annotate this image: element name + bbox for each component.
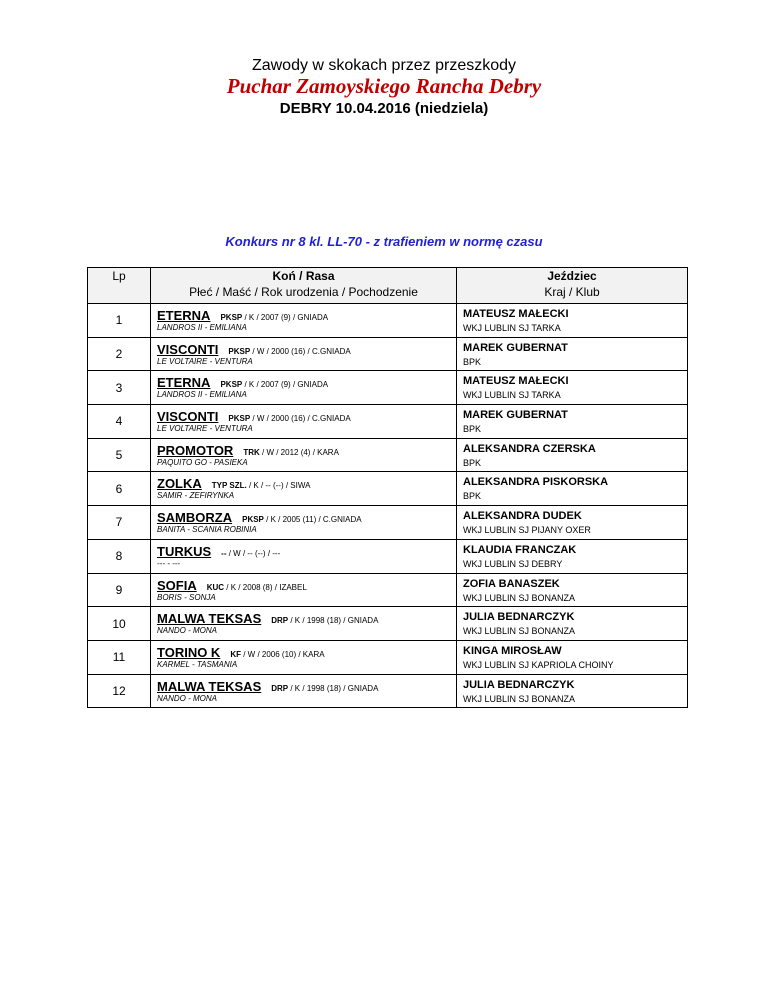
- rider-name: KLAUDIA FRANCZAK: [463, 543, 577, 556]
- horse-cell: [151, 506, 457, 540]
- horse-breed: TYP SZL.: [211, 481, 247, 491]
- event-title: Zawody w skokach przez przeszkody: [251, 57, 517, 74]
- rider-name: ALEKSANDRA DUDEK: [463, 510, 582, 523]
- horse-line: [157, 644, 456, 659]
- horse-cell: [151, 573, 457, 607]
- row-number: 12: [88, 674, 151, 708]
- event-date: DEBRY 10.04.2016 (niedziela): [279, 100, 489, 117]
- horse-details: / W / 2000 (16) / C.GNIADA: [250, 414, 351, 424]
- horse-info: [228, 414, 350, 423]
- rider-club: BPK: [463, 356, 482, 367]
- table-row: [88, 573, 688, 607]
- table-row: [88, 674, 688, 708]
- table-row: [88, 405, 688, 439]
- horse-cell: [151, 539, 457, 573]
- horse-details: / K / -- (--) / SIWA: [246, 481, 311, 491]
- rider-cell: [457, 472, 688, 506]
- rider-cell: [457, 405, 688, 439]
- horse-pedigree: SAMIR - ZEFIRYNKA: [157, 491, 235, 501]
- horse-name: VISCONTI: [157, 409, 219, 425]
- horse-info: [271, 684, 378, 693]
- horse-breed: DRP: [271, 683, 289, 693]
- horse-cell: [151, 674, 457, 708]
- horse-line: [157, 509, 456, 524]
- horse-breed: DRP: [271, 616, 289, 626]
- horse-line: [157, 577, 456, 592]
- horse-name: PROMOTOR: [157, 442, 234, 458]
- horse-name: VISCONTI: [157, 341, 219, 357]
- horse-pedigree: NANDO - MONA: [157, 693, 217, 703]
- horse-line: [157, 442, 456, 457]
- horse-header-title: Koń / Rasa: [272, 269, 335, 283]
- horse-pedigree: LE VOLTAIRE - VENTURA: [157, 356, 253, 366]
- horse-pedigree: --- - ---: [157, 558, 181, 568]
- rider-club: WKJ LUBLIN SJ BONANZA: [463, 626, 576, 637]
- rider-name: JULIA BEDNARCZYK: [463, 611, 575, 624]
- horse-name: MALWA TEKSAS: [157, 678, 262, 694]
- horse-breed: PKSP: [220, 380, 243, 390]
- table-row: [88, 371, 688, 405]
- horse-details: / W / 2012 (4) / KARA: [259, 447, 339, 457]
- rider-cell: [457, 640, 688, 674]
- row-number: 6: [88, 472, 151, 506]
- rider-name: JULIA BEDNARCZYK: [463, 678, 575, 691]
- horse-info: [230, 650, 324, 659]
- rider-club: BPK: [463, 424, 482, 435]
- results-table: [87, 267, 688, 708]
- table-row: [88, 304, 688, 338]
- horse-info: [212, 481, 311, 490]
- horse-line: [157, 475, 456, 490]
- table-row: [88, 337, 688, 371]
- horse-breed: PKSP: [242, 515, 264, 525]
- rider-name: ALEKSANDRA PISKORSKA: [463, 476, 609, 489]
- row-number: 11: [88, 640, 151, 674]
- rider-cell: [457, 337, 688, 371]
- table-row: [88, 506, 688, 540]
- horse-breed: KUC: [206, 582, 225, 592]
- rider-cell: [457, 539, 688, 573]
- table-row: [88, 438, 688, 472]
- row-number: 10: [88, 607, 151, 641]
- rider-name: ZOFIA BANASZEK: [463, 577, 560, 590]
- rider-cell: [457, 371, 688, 405]
- horse-name: TURKUS: [157, 543, 212, 559]
- horse-name: ZOLKA: [157, 476, 202, 492]
- table-row: [88, 640, 688, 674]
- horse-cell: [151, 405, 457, 439]
- rider-club: WKJ LUBLIN SJ TARKA: [463, 323, 561, 333]
- rider-name: MAREK GUBERNAT: [463, 409, 568, 422]
- horse-name: TORINO K: [157, 644, 221, 660]
- rider-name: KINGA MIROSŁAW: [463, 644, 562, 657]
- horse-cell: [151, 472, 457, 506]
- horse-pedigree: KARMEL - TASMANIA: [157, 659, 238, 669]
- horse-info: [221, 549, 280, 558]
- horse-name: ETERNA: [157, 375, 211, 391]
- horse-details: / K / 1998 (18) / GNIADA: [288, 683, 379, 693]
- rider-header-title: Jeździec: [547, 269, 597, 283]
- rider-cell: [457, 438, 688, 472]
- table-header-row: [88, 268, 688, 304]
- rider-cell: [457, 674, 688, 708]
- horse-line: [157, 543, 456, 558]
- horse-cell: [151, 607, 457, 641]
- horse-cell: [151, 337, 457, 371]
- horse-info: [220, 380, 328, 389]
- horse-line: [157, 678, 456, 693]
- horse-line: [157, 307, 456, 322]
- horse-header-sub: Płeć / Maść / Rok urodzenia / Pochodzenie: [189, 285, 418, 299]
- rider-club: BPK: [463, 491, 482, 502]
- rider-club: WKJ LUBLIN SJ KAPRIOLA CHOINY: [463, 659, 614, 670]
- horse-pedigree: PAQUITO GO - PASIEKA: [157, 457, 248, 467]
- row-number: 1: [88, 304, 151, 338]
- rider-header: [457, 268, 688, 304]
- cup-title: Puchar Zamoyskiego Rancha Debry: [226, 74, 542, 98]
- horse-breed: KF: [230, 649, 241, 659]
- horse-details: / K / 2007 (9) / GNIADA: [242, 380, 329, 390]
- horse-breed: --: [221, 548, 227, 558]
- horse-pedigree: LE VOLTAIRE - VENTURA: [157, 424, 253, 434]
- horse-pedigree: NANDO - MONA: [157, 626, 217, 636]
- horse-pedigree: BANITA - SCANIA ROBINIA: [157, 525, 257, 535]
- horse-name: SOFIA: [157, 577, 197, 593]
- competition-title: Konkurs nr 8 kl. LL-70 - z trafieniem w normę czasu: [225, 234, 543, 249]
- horse-details: / W / -- (--) / ---: [226, 548, 281, 558]
- table-row: [88, 539, 688, 573]
- rider-cell: [457, 607, 688, 641]
- horse-line: [157, 341, 456, 356]
- rider-name: ALEKSANDRA CZERSKA: [463, 442, 596, 455]
- horse-cell: [151, 304, 457, 338]
- row-number: 9: [88, 573, 151, 607]
- rider-club: WKJ LUBLIN SJ PIJANY OXER: [463, 525, 591, 536]
- horse-name: MALWA TEKSAS: [157, 611, 262, 627]
- horse-info: [271, 616, 378, 625]
- horse-header: [151, 268, 457, 304]
- horse-cell: [151, 371, 457, 405]
- horse-info: [228, 347, 350, 356]
- rider-cell: [457, 506, 688, 540]
- horse-cell: [151, 438, 457, 472]
- horse-cell: [151, 640, 457, 674]
- rider-name: MATEUSZ MAŁECKI: [463, 375, 569, 388]
- rider-header-sub: Kraj / Klub: [544, 285, 600, 299]
- horse-info: [220, 313, 328, 322]
- horse-line: [157, 374, 456, 389]
- horse-pedigree: LANDROS II - EMILIANA: [157, 390, 247, 400]
- row-number: 3: [88, 371, 151, 405]
- row-number: 4: [88, 405, 151, 439]
- table-row: [88, 607, 688, 641]
- lp-header: Lp: [88, 268, 151, 304]
- horse-line: [157, 408, 456, 423]
- rider-club: WKJ LUBLIN SJ BONANZA: [463, 592, 576, 603]
- horse-breed: PKSP: [228, 414, 251, 424]
- horse-name: ETERNA: [157, 308, 211, 323]
- horse-info: [243, 448, 339, 457]
- rider-club: WKJ LUBLIN SJ TARKA: [463, 390, 561, 401]
- row-number: 2: [88, 337, 151, 371]
- horse-breed: TRK: [243, 447, 260, 457]
- table-row: [88, 472, 688, 506]
- rider-name: MAREK GUBERNAT: [463, 341, 568, 354]
- row-number: 8: [88, 539, 151, 573]
- horse-details: / K / 2008 (8) / IZABEL: [224, 582, 307, 592]
- horse-info: [242, 515, 361, 524]
- rider-cell: [457, 304, 688, 338]
- row-number: 5: [88, 438, 151, 472]
- horse-breed: PKSP: [228, 346, 251, 356]
- horse-details: / K / 2005 (11) / C.GNIADA: [263, 515, 362, 525]
- horse-pedigree: LANDROS II - EMILIANA: [157, 323, 247, 332]
- rider-name: MATEUSZ MAŁECKI: [463, 308, 569, 320]
- rider-club: WKJ LUBLIN SJ BONANZA: [463, 693, 576, 704]
- row-number: 7: [88, 506, 151, 540]
- horse-info: [207, 583, 307, 592]
- horse-name: SAMBORZA: [157, 510, 233, 526]
- horse-pedigree: BORIS - SONJA: [157, 592, 216, 602]
- horse-details: / W / 2006 (10) / KARA: [241, 649, 325, 659]
- rider-club: BPK: [463, 457, 482, 468]
- rider-cell: [457, 573, 688, 607]
- horse-details: / W / 2000 (16) / C.GNIADA: [250, 346, 351, 356]
- horse-details: / K / 1998 (18) / GNIADA: [288, 616, 379, 626]
- horse-details: / K / 2007 (9) / GNIADA: [242, 313, 329, 322]
- horse-line: [157, 610, 456, 625]
- rider-club: WKJ LUBLIN SJ DEBRY: [463, 558, 563, 569]
- horse-breed: PKSP: [220, 313, 243, 322]
